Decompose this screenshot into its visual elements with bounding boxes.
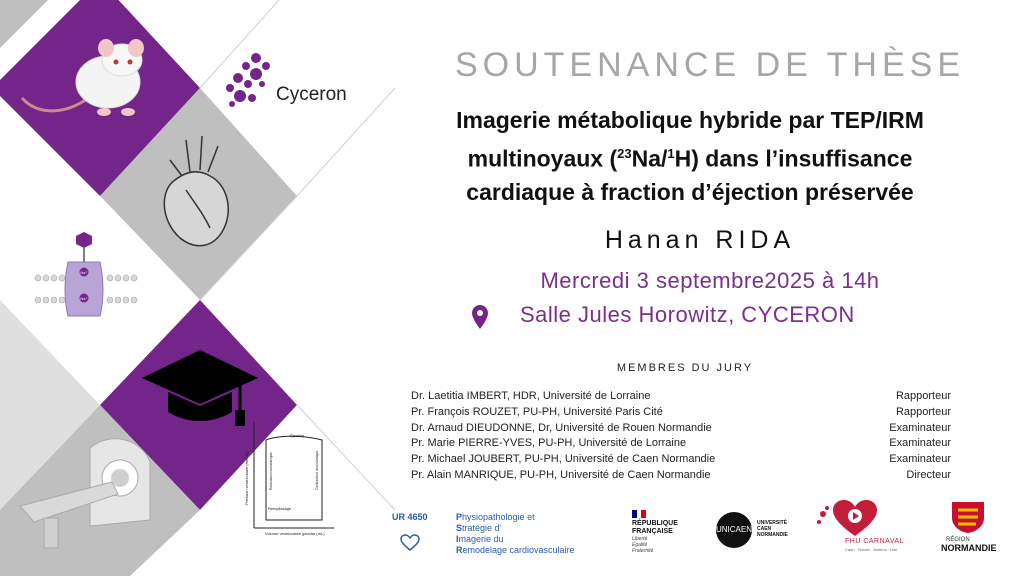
jury-row: Pr. Alain MANRIQUE, PU-PH, Université de Caen Normandie Directeur [411,468,951,481]
svg-text:Contraction isovolumique: Contraction isovolumique [315,450,319,490]
event-date: Mercredi 3 septembre2025 à 14h [540,268,880,293]
unicaen-logo: UNICAEN [716,512,752,548]
svg-text:Remplissage: Remplissage [268,506,292,511]
unicaen-text: UNIVERSITÉ CAEN NORMANDIE [757,520,788,538]
author-name: Hanan RIDA [604,226,796,254]
jury-heading: MEMBRES DU JURY [616,362,754,374]
event-kicker: SOUTENANCE DE THÈSE [454,46,965,84]
event-location: Salle Jules Horowitz, CYCERON [520,302,855,327]
cyceron-logo-text: Cyceron [276,84,347,105]
normandie-region-crest-icon [950,500,986,534]
fhu-name: FHU CARNAVAL [845,538,905,545]
jury-row: Dr. Arnaud DIEUDONNE, Dr, Université de Rouen Normandie Examinateur [411,421,951,434]
title-line-3: cardiaque à fraction d’éjection préservée [466,178,914,205]
svg-text:Relaxation isovolumique: Relaxation isovolumique [269,452,273,490]
region-label: RÉGION [946,537,970,543]
region-name: NORMANDIE [941,543,997,553]
jury-row: Pr. François ROUZET, PU-PH, Université Paris Cité Rapporteur [411,405,951,418]
location-pin-icon [470,304,490,330]
jury-row: Dr. Laetitia IMBERT, HDR, Université de Lorraine Rapporteur [411,390,951,402]
svg-text:Pression ventriculaire (mmHg): Pression ventriculaire (mmHg) [244,451,249,505]
svg-text:Na⁺: Na⁺ [80,296,88,301]
cyceron-logo-icon [222,52,272,110]
jury-list [411,389,951,484]
ur-code: UR 4650 [392,512,428,522]
jury-row: Pr. Michael JOUBERT, PU-PH, Université de Caen Normandie Examinateur [411,453,951,466]
svg-text:Éjection: Éjection [290,433,305,438]
thesis-title [400,104,980,209]
heart-outline-icon [400,534,420,552]
title-line-2: multinoyaux ($^{23}$Na/$^1$H) dans l’insuffisance [467,145,913,172]
title-line-1: Imagerie métabolique hybride par TEP/IRM [456,107,924,133]
jury-row: Pr. Marie PIERRE-YVES, PU-PH, Université de Lorraine Examinateur [411,437,951,450]
svg-text:Volume ventriculaire gauche (m: Volume ventriculaire gauche (mL) [265,531,325,536]
svg-text:Na⁺: Na⁺ [80,270,88,275]
republique-francaise-logo: RÉPUBLIQUE FRANÇAISE Liberté Égalité Fraternité [632,510,682,554]
fhu-cities: Caen · Rouen · Amiens · Lille [845,547,898,552]
french-flag-icon [632,510,646,518]
lab-name: Physiopathologie et Stratégie d’ Imagerie du Remodelage cardiovasculaire [456,512,575,555]
